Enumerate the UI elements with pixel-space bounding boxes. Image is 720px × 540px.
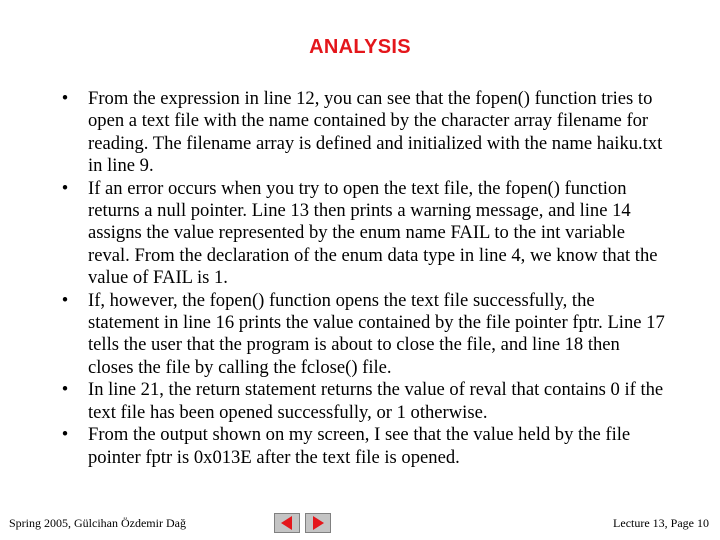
bullet-text: From the output shown on my screen, I see that the value held by the file pointer fptr is 0x013E after the text file is opened.: [88, 424, 631, 468]
bullet-text: In line 21, the return statement returns the value of reval that contains 0 if the text file has been opened successfully, or 1 otherwise.: [88, 379, 664, 423]
left-triangle-icon: [275, 514, 299, 532]
bullet-item: [58, 290, 668, 380]
bullet-item: [58, 178, 668, 290]
slide-title: ANALYSIS: [309, 36, 411, 58]
bullet-marker: •: [61, 424, 69, 446]
footer-author: Spring 2005, Gülcihan Özdemir Dağ: [9, 516, 186, 530]
bullet-marker: •: [61, 177, 69, 199]
next-slide-button[interactable]: [305, 513, 331, 533]
footer-page-number: Lecture 13, Page 10: [613, 516, 709, 530]
bullet-marker: •: [61, 379, 69, 401]
bullet-marker: •: [61, 88, 69, 109]
bullet-marker: •: [61, 289, 69, 311]
bullet-item: [58, 424, 668, 469]
previous-slide-button[interactable]: [274, 513, 300, 533]
bullet-item: [58, 379, 668, 424]
right-triangle-icon: [306, 514, 330, 532]
bullet-text: If an error occurs when you try to open the text file, the fopen() function returns a null pointer. Line 13 then prints a warning message, and line 14 assigns the value represented by the enum name FAIL to the int variable reval. From the declaration of the enum data type in line 4, we know that the value of FAIL is 1.: [88, 177, 658, 289]
bullet-list: [58, 88, 668, 469]
bullet-text: From the expression in line 12, you can see that the fopen() function tries to open a text file with the name contained by the character array filename for reading. The filename array is defined and initialized with the name haiku.txt in line 9.: [88, 88, 663, 177]
bullet-text: If, however, the fopen() function opens the text file successfully, the statement in line 16 prints the value contained by the file pointer fptr. Line 17 tells the user that the program is about to close the file, and line 18 then closes the file by calling the fclose() file.: [88, 289, 665, 378]
bullet-item: [58, 88, 668, 178]
